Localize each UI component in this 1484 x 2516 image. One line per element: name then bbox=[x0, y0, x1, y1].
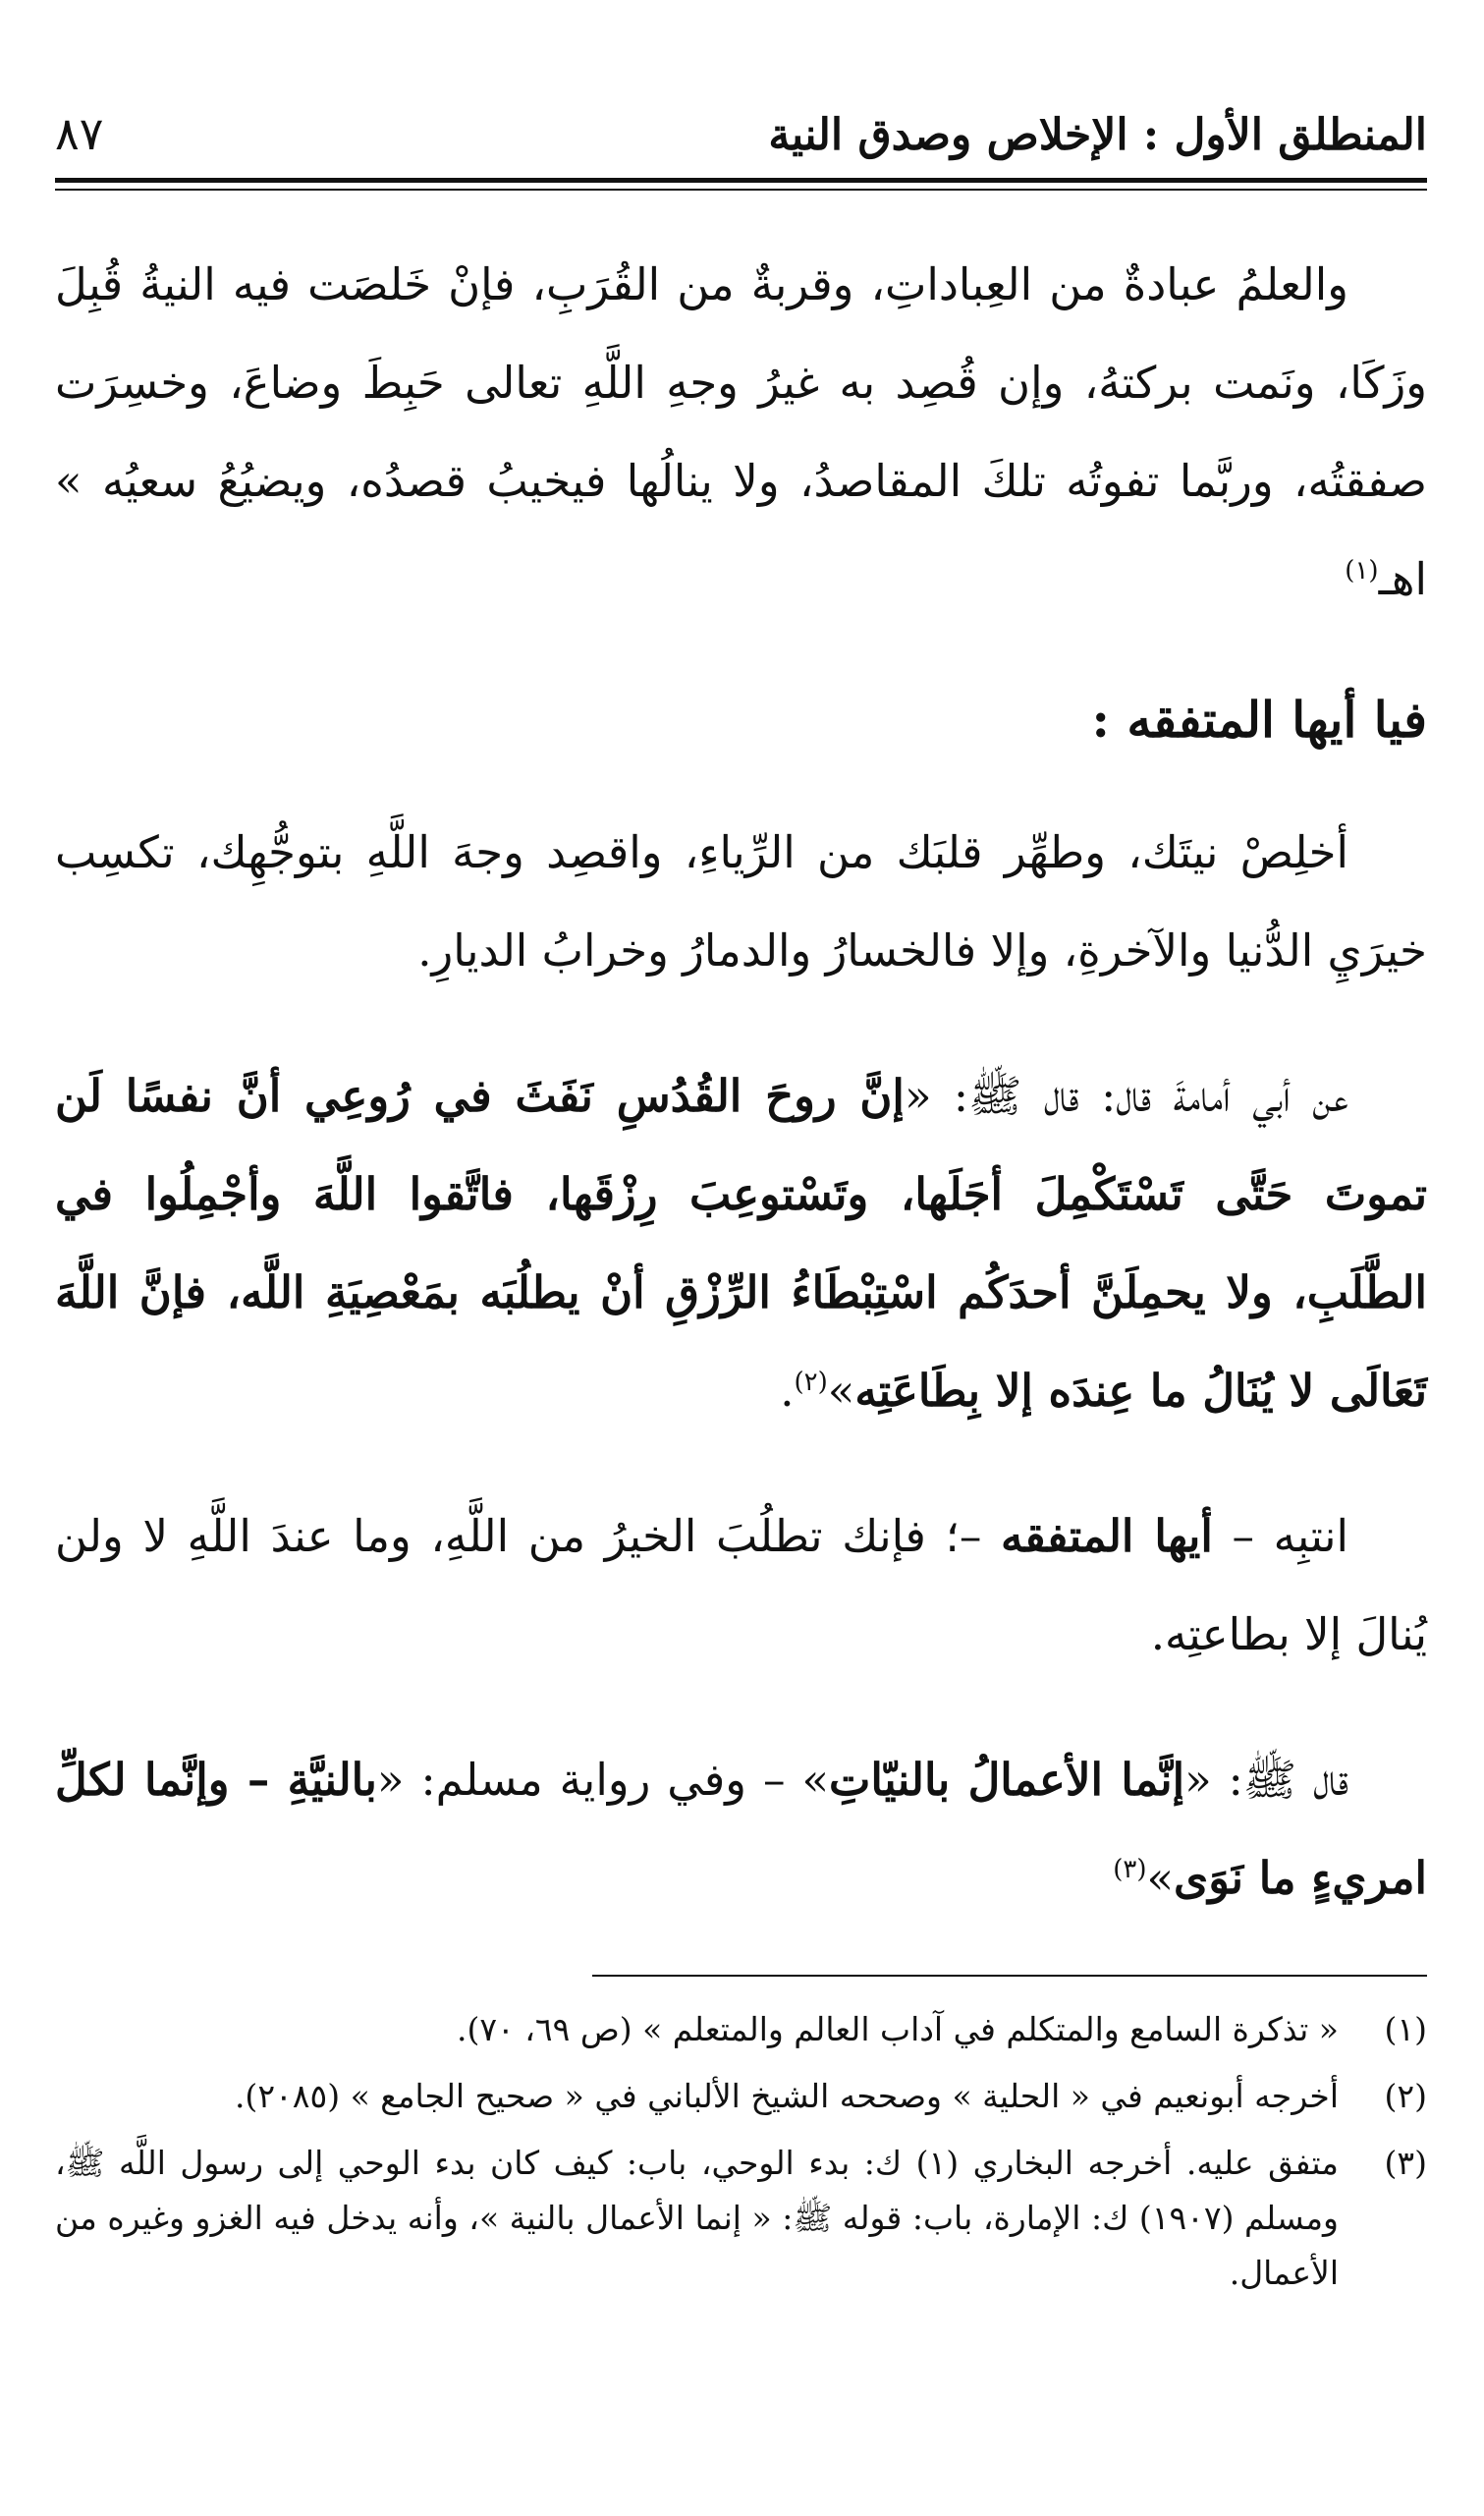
footnote-text: « تذكرة السامع والمتكلم في آداب العالم والمتعلم » (ص ٦٩، ٧٠). bbox=[456, 2010, 1339, 2048]
footnote-number: (٣) bbox=[1384, 2144, 1427, 2182]
paragraph-knowledge bbox=[55, 236, 1427, 629]
footnote-item bbox=[55, 2136, 1427, 2301]
running-title: المنطلق الأول : الإخلاص وصدق النية bbox=[768, 110, 1427, 160]
header-rule-thin bbox=[55, 189, 1427, 191]
attention-start: انتبِه – bbox=[1232, 1510, 1348, 1562]
intentions-mid: » – وفي رواية مسلم: « bbox=[376, 1754, 830, 1806]
header-rule-thick bbox=[55, 178, 1427, 183]
intentions-close: » bbox=[1146, 1852, 1175, 1904]
footnote-text: أخرجه أبونعيم في « الحلية » وصححه الشيخ الألباني في « صحيح الجامع » (٢٠٨٥). bbox=[234, 2077, 1339, 2115]
footnotes-section bbox=[55, 1975, 1427, 2313]
paragraph-hadith-umamah bbox=[55, 1047, 1427, 1440]
footnote-ref-3: (٣) bbox=[1113, 1855, 1147, 1884]
hadith-quote: إنَّ روحَ القُدُسِ نَفَثَ في رُوعِي أنَّ نفسًا لَن تموتَ حَتَّى تَسْتَكْمِلَ أجَلَها، وتَسْتوعِبَ رِزْقَها، فاتَّقوا اللَّهَ وأجْمِلُوا في الطَّلَبِ، ولا يحمِلَنَّ أحدَكُم اسْتِبْطَاءُ الرِّزْقِ أنْ يطلُبَه بمَعْصِيَةِ اللَّه، فإنَّ اللَّهَ تَعَالَى لا يُنَالُ ما عِندَه إلا بِطَاعَتِه bbox=[55, 1070, 1427, 1417]
footnote-text: متفق عليه. أخرجه البخاري (١) ك: بدء الوحي، باب: كيف كان بدء الوحي إلى رسول اللَّه ﷺ، ومسلم (١٩٠٧) ك: الإمارة، باب: قوله ﷺ: « إنما الأعمال بالنية »، وأنه يدخل فيه الغزو وغيره من الأعمال. bbox=[55, 2144, 1339, 2292]
attention-rest: –؛ فإنك تطلُبَ الخيرُ من اللَّهِ، وما عندَ اللَّهِ لا ولن يُنالَ إلا بطاعتِه. bbox=[55, 1510, 1427, 1660]
footnote-item bbox=[55, 2002, 1427, 2057]
main-text bbox=[55, 236, 1427, 1928]
paragraph-hadith-intentions bbox=[55, 1731, 1427, 1928]
footnote-ref-1: (١) bbox=[1345, 556, 1379, 586]
page-number: ٨٧ bbox=[55, 107, 104, 160]
footnote-number: (١) bbox=[1384, 2010, 1427, 2048]
paragraph-knowledge-text: والعلمُ عبادةٌ من العِباداتِ، وقربةٌ من القُرَبِ، فإنْ خَلصَت فيه النيةُ قُبِلَ وزَكَا، ونَمت بركتهُ، وإن قُصِد به غيرُ وجهِ اللَّهِ تعالى حَبِطَ وضاعَ، وخسِرَت صفقتُه، وربَّما تفوتُه تلكَ المقاصدُ، ولا ينالُها فيخيبُ قصدُه، ويضيُعُ سعيُه » اهـ bbox=[55, 258, 1427, 605]
page-header bbox=[55, 84, 1427, 160]
paragraph-advice: أخلِصْ نيتَك، وطهِّر قلبَك من الرِّياءِ، واقصِد وجهَ اللَّهِ بتوجُّهِك، تكسِب خيرَيِ الدُّنيا والآخرةِ، وإلا فالخسارُ والدمارُ وخرابُ الديارِ. bbox=[55, 826, 1427, 977]
attention-bold: أيها المتفقه bbox=[1000, 1510, 1213, 1562]
hadith-end: . bbox=[780, 1365, 795, 1417]
footnote-ref-2: (٢) bbox=[794, 1368, 828, 1397]
footnote-rule bbox=[592, 1975, 1427, 1977]
footnote-number: (٢) bbox=[1384, 2077, 1427, 2115]
paragraph-attention bbox=[55, 1487, 1427, 1684]
section-heading: فيا أيها المتفقه : bbox=[1091, 691, 1427, 749]
hadith-close: » bbox=[827, 1365, 855, 1417]
intentions-quote-2: بالنيَّةِ – وإنَّما لكلِّ امريءٍ ما نَوَى bbox=[55, 1754, 1427, 1904]
footnote-item bbox=[55, 2069, 1427, 2124]
hadith-intro: عن أبي أمامةَ قال: قال ﷺ: « bbox=[904, 1070, 1348, 1122]
intentions-quote-1: إنَّما الأعمالُ بالنيّاتِ bbox=[829, 1754, 1185, 1806]
intentions-intro: قال ﷺ: « bbox=[1184, 1754, 1348, 1806]
